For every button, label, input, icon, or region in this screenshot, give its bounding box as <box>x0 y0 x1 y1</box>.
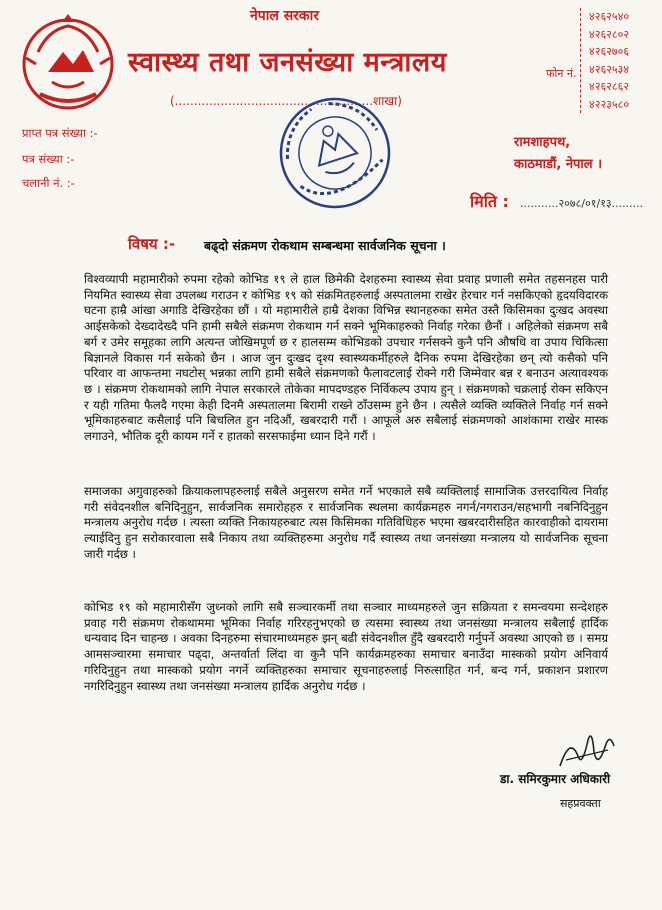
phone-number: ४२६२५३४ <box>589 62 630 76</box>
body-paragraph-1: विश्वव्यापी महामारीको रुपमा रहेको कोभिड १९ ले हाल छिमेकी देशहरुमा स्वास्थ्य सेवा प्रवाह प्रणाली समेत तहसनहस पारी नियमित स्वास्थ्य सेवा उपलब्ध गराउन र कोभिड १९ को संक्रमितहरुलाई अस्पतालमा राखेर हेरचार गर्न नसकिएको हृदयविदारक घटना हाम्रै आंखा अगाडि देखिरहेका छौं । यो महामारीले हाम्रै देशका विभिन्न स्थानहरुका समेत उस्तै किसिमका दुःखद अवस्था आईसकेको देख्दादेख्दै पनि हामी सबैले संक्रमण रोकथाम गर्न सक्ने भूमिकाहरुको निर्वाह गरेका छैनौं । अहिलेको संक्रमण सबै बर्ग र उमेर समूहका लागि अत्यन्त जोखिमपूर्ण छ र हालसम्म कोभिडको उपचार गर्नसक्ने कुनै पनि औषधि वा उपाय चिकित्सा बिज्ञानले विकास गर्न सकेको छैन । आज जुन दुःखद दृश्य स्वास्थ्यकर्मीहरुले दैनिक रुपमा देखिरहेका छन् त्यो कसैको पनि परिवार वा आफन्तमा नघटोस् भन्नका लागि हामी सबैले संक्रमणको फैलावटलाई रोक्ने गरी जिम्मेवार बन्न र बनाउन अत्यावश्यक छ । संक्रमण रोकथामको लागि नेपाल सरकारले तोकेका मापदण्डहरु निर्विकल्प उपाय हुन् । संक्रमणको चक्रलाई रोक्न सकिएन र यही गतिमा फैलदै गएमा केही दिनमै अस्पतालमा बिरामी राख्ने ठाँउसम्म हुने छैन । त्यसैले व्यक्ति व्यक्तिले निर्वाह गर्न सक्ने भूमिकाहरुबाट कसैलाई पनि बिचलित हुन नदिऔं, खबरदारी गरौं । आफूले अरु सबैलाई संक्रमणको आशंकामा राखेर मास्क लगाउने, भौतिक दूरी कायम गर्ने र हातको सरसफाईमा ध्यान दिने गरौं । <box>84 272 608 444</box>
letter-number: पत्र संख्या :- <box>22 152 75 166</box>
address-street: रामशाहपथ, <box>514 135 571 150</box>
phone-number: ४२२३५८० <box>589 97 630 111</box>
date-label: मिति : <box>470 192 509 211</box>
signatory-title: सहप्रवक्ता <box>560 797 601 810</box>
dispatch-number: चलानी नं. :- <box>22 176 75 190</box>
body-paragraph-2: समाजका अगुवाहरुको क्रियाकलापहरुलाई सबैले अनुसरण समेत गर्ने भएकाले सबै व्यक्तिलाई सामाजिक उत्तरदायित्व निर्वाह गरी संवेदनशील बनिदिनुहुन, सार्वजनिक समारोहहरु र सार्वजनिक स्थलमा कार्यक्रमहरु नगर्न/नगराउन/सहभागी नबनिदिनुहुन मन्त्रालय अनुरोध गर्दछ । त्यस्ता व्यक्ति निकायहरुबाट त्यस किसिमका गतिविधिहरु भएमा खबरदारीसहित कारवाहीको दायरामा ल्याईदिनु हुन सरोकारवाला सबै निकाय तथा व्यक्तिहरुमा अनुरोध गर्दै स्वास्थ्य तथा जनसंख्या मन्त्रालय यो सार्वजनिक सूचना जारी गर्दछ । <box>84 484 608 561</box>
branch-line: (....................................................शाखा) <box>170 94 402 108</box>
government-name: नेपाल सरकार <box>250 8 320 24</box>
received-letter-number: प्राप्त पत्र संख्या :- <box>22 126 98 140</box>
subject-label: विषय :- <box>128 235 176 253</box>
ministry-name: स्वास्थ्य तथा जनसंख्या मन्त्रालय <box>128 47 447 78</box>
phone-number: ४२६२८६२ <box>589 80 630 93</box>
subject-text: बढ्दो संक्रमण रोकथाम सम्बन्धमा सार्वजनिक सूचना । <box>204 238 446 253</box>
date-value: ...........२०७८/०१/१३......... <box>520 197 644 210</box>
phone-number: ४२६२८०२ <box>589 27 630 41</box>
phone-list <box>580 8 662 113</box>
address-city: काठमाडौं, नेपाल । <box>514 157 603 172</box>
signatory-name: डा. समिरकुमार अधिकारी <box>500 772 611 786</box>
phone-number: ४२६२७०६ <box>589 45 630 58</box>
phone-number: ४२६२५४० <box>589 10 630 23</box>
handwritten-signature-icon <box>552 726 622 776</box>
body-paragraph-3: कोभिड १९ को महामारीसँग जुध्नको लागि सबै सञ्चारकर्मी तथा सञ्चार माध्यमहरुले जुन सक्रियता र समन्वयमा सन्देशहरु प्रवाह गरी संक्रमण रोकथाममा भूमिका निर्वाह गरिरहनुभएको छ त्यसमा स्वास्थ्य तथा जनसंख्या मन्त्रालय सबैलाई हार्दिक धन्यवाद दिन चाहन्छ । अवका दिनहरुमा संचारमाध्यमहरु झन् बढी संवेदनशील हुँदै खबरदारी गर्नुपर्ने अवस्था आएको छ । समग्र आमसञ्चारमा समाचार पढ्दा, अन्तर्वार्ता लिंदा वा कुनै पनि कार्यक्रमहरुका समाचार बनाउँदा मास्कको प्रयोग अनिवार्य गरिदिनुहुन तथा मास्कको प्रयोग नगर्ने व्यक्तिहरुका समाचार सूचनाहरुलाई निरुत्साहित गर्न, बन्द गर्न, प्रकाशन प्रशारण नगरिदिनुहुन स्वास्थ्य तथा जनसंख्या मन्त्रालय हार्दिक अनुरोध गर्दछ । <box>84 600 608 693</box>
ministry-stamp-icon <box>276 94 394 212</box>
phone-label: फोन नं. <box>546 67 577 80</box>
nepal-emblem-icon <box>18 12 118 112</box>
